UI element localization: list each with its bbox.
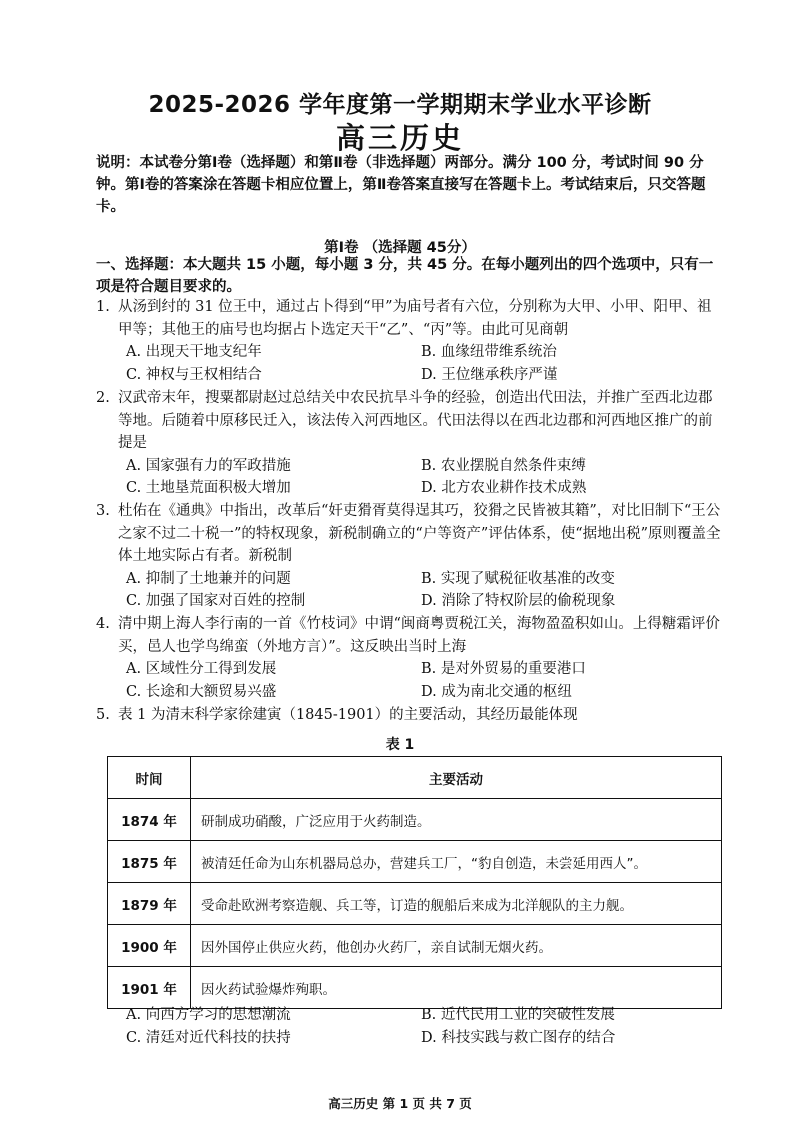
- option-a: A. 抑制了土地兼并的问题: [126, 570, 291, 587]
- question-2: [96, 387, 721, 500]
- activities-table: [107, 756, 722, 1009]
- option-d: D. 北方农业耕作技术成熟: [421, 480, 587, 496]
- option-a: A. 出现天干地支纪年: [126, 344, 262, 360]
- column-header-activity: 主要活动: [191, 757, 722, 799]
- option-b: B. 农业摆脱自然条件束缚: [421, 457, 586, 474]
- option-d: D. 王位继承秩序严谨: [421, 366, 558, 383]
- question-4: [96, 613, 721, 703]
- question-stem: [96, 387, 721, 455]
- column-header-time: 时间: [108, 757, 191, 799]
- table-row: [108, 883, 722, 925]
- row-activity: 研制成功硝酸，广泛应用于火药制造。: [191, 799, 722, 841]
- option-c: C. 长途和大额贸易兴盛: [126, 683, 277, 700]
- table-row: [108, 799, 722, 841]
- option-a: A. 国家强有力的军政措施: [126, 457, 291, 474]
- option-c: C. 神权与王权相结合: [126, 366, 262, 383]
- question-text: 杜佑在《通典》中指出，改革后“奸吏猾胥莫得逞其巧，狡猾之民皆被其籍”，对比旧制下“王公之家不过二十税一”的特权现象，新税制确立的“户等资产”评估体系，使“据地出税”原则覆盖全体土地实际占有者。新税制: [118, 503, 721, 564]
- question-3: [96, 500, 721, 613]
- question-1: [96, 296, 721, 386]
- table-row: [108, 925, 722, 967]
- option-d: D. 成为南北交通的枢纽: [421, 683, 572, 700]
- option-c: C. 加强了国家对百姓的控制: [126, 593, 306, 609]
- option-b: B. 是对外贸易的重要港口: [421, 661, 586, 677]
- options: [96, 341, 721, 386]
- option-c: C. 土地垦荒面积极大增加: [126, 480, 291, 496]
- table-row: [108, 841, 722, 883]
- row-year: 1901 年: [108, 967, 191, 1009]
- option-a: A. 向西方学习的思想潮流: [126, 1007, 291, 1023]
- part-intro: 一、选择题：本大题共 15 小题，每小题 3 分，共 45 分。在每小题列出的四个选项中，只有一项是符合题目要求的。: [96, 257, 714, 295]
- options: [96, 658, 721, 703]
- option-d: D. 科技实践与救亡图存的结合: [421, 1029, 616, 1046]
- row-year: 1900 年: [108, 925, 191, 967]
- row-activity: 被清廷任命为山东机器局总办，营建兵工厂，“豹自创造，未尝延用西人”。: [191, 841, 722, 883]
- instructions: 说明：本试卷分第Ⅰ卷（选择题）和第Ⅱ卷（非选择题）两部分。满分 100 分，考试时间 90 分钟。第Ⅰ卷的答案涂在答题卡相应位置上，第Ⅱ卷答案直接写在答题卡上。考试结束后，只交答题卡。: [96, 155, 706, 215]
- table-header-row: [108, 757, 722, 799]
- row-activity: 因火药试验爆炸殉职。: [191, 967, 722, 1009]
- subject-title: 高三历史: [335, 121, 464, 155]
- page-footer: 高三历史 第 1 页 共 7 页: [328, 1096, 472, 1111]
- row-activity: 因外国停止供应火药，他创办火药厂，亲自试制无烟火药。: [191, 925, 722, 967]
- option-c: C. 清廷对近代科技的扶持: [126, 1029, 291, 1046]
- option-b: B. 近代民用工业的突破性发展: [421, 1007, 615, 1023]
- option-a: A. 区域性分工得到发展: [126, 661, 277, 677]
- exam-title: 2025-2026 学年度第一学期期末学业水平诊断: [148, 92, 652, 118]
- row-activity: 受命赴欧洲考察造舰、兵工等，订造的舰船后来成为北洋舰队的主力舰。: [191, 883, 722, 925]
- row-year: 1875 年: [108, 841, 191, 883]
- question-number: 5.: [96, 707, 110, 723]
- question-number: 3.: [96, 503, 110, 519]
- options: [96, 568, 721, 613]
- option-b: B. 血缘纽带维系统治: [421, 344, 557, 360]
- question-text: 从汤到纣的 31 位王中，通过占卜得到“甲”为庙号者有六位，分别称为大甲、小甲、阳甲、祖甲等；其他王的庙号也均据占卜选定天干“乙”、“丙”等。由此可见商朝: [118, 299, 712, 338]
- question-text: 汉武帝末年，搜粟都尉赵过总结关中农民抗旱斗争的经验，创造出代田法，并推广至西北边郡等地。后随着中原移民迁入，该法传入河西地区。代田法得以在西北边郡和河西地区推广的前提是: [118, 390, 713, 451]
- question-number: 4.: [96, 616, 110, 632]
- question-number: 2.: [96, 390, 110, 406]
- question-5: [96, 704, 721, 727]
- row-year: 1874 年: [108, 799, 191, 841]
- question-number: 1.: [96, 299, 110, 315]
- options: [96, 455, 721, 500]
- question-stem: [96, 500, 721, 568]
- table-title: 表 1: [385, 737, 415, 753]
- section-heading: 第Ⅰ卷 （选择题 45分）: [324, 240, 476, 256]
- question-stem: [96, 613, 721, 658]
- question-stem: [96, 704, 721, 727]
- question-5-options: [96, 1004, 751, 1049]
- table-row: [108, 967, 722, 1009]
- row-year: 1879 年: [108, 883, 191, 925]
- option-b: B. 实现了赋税征收基准的改变: [421, 570, 615, 587]
- question-text: 表 1 为清末科学家徐建寅（1845-1901）的主要活动，其经历最能体现: [118, 707, 578, 723]
- question-stem: [96, 296, 721, 341]
- option-d: D. 消除了特权阶层的偷税现象: [421, 593, 616, 609]
- question-text: 清中期上海人李行南的一首《竹枝词》中谓“闽商粤贾税江关，海物盈盈积如山。上得糖霜评价买，邑人也学鸟绵蛮（外地方言）”。这反映出当时上海: [118, 616, 720, 655]
